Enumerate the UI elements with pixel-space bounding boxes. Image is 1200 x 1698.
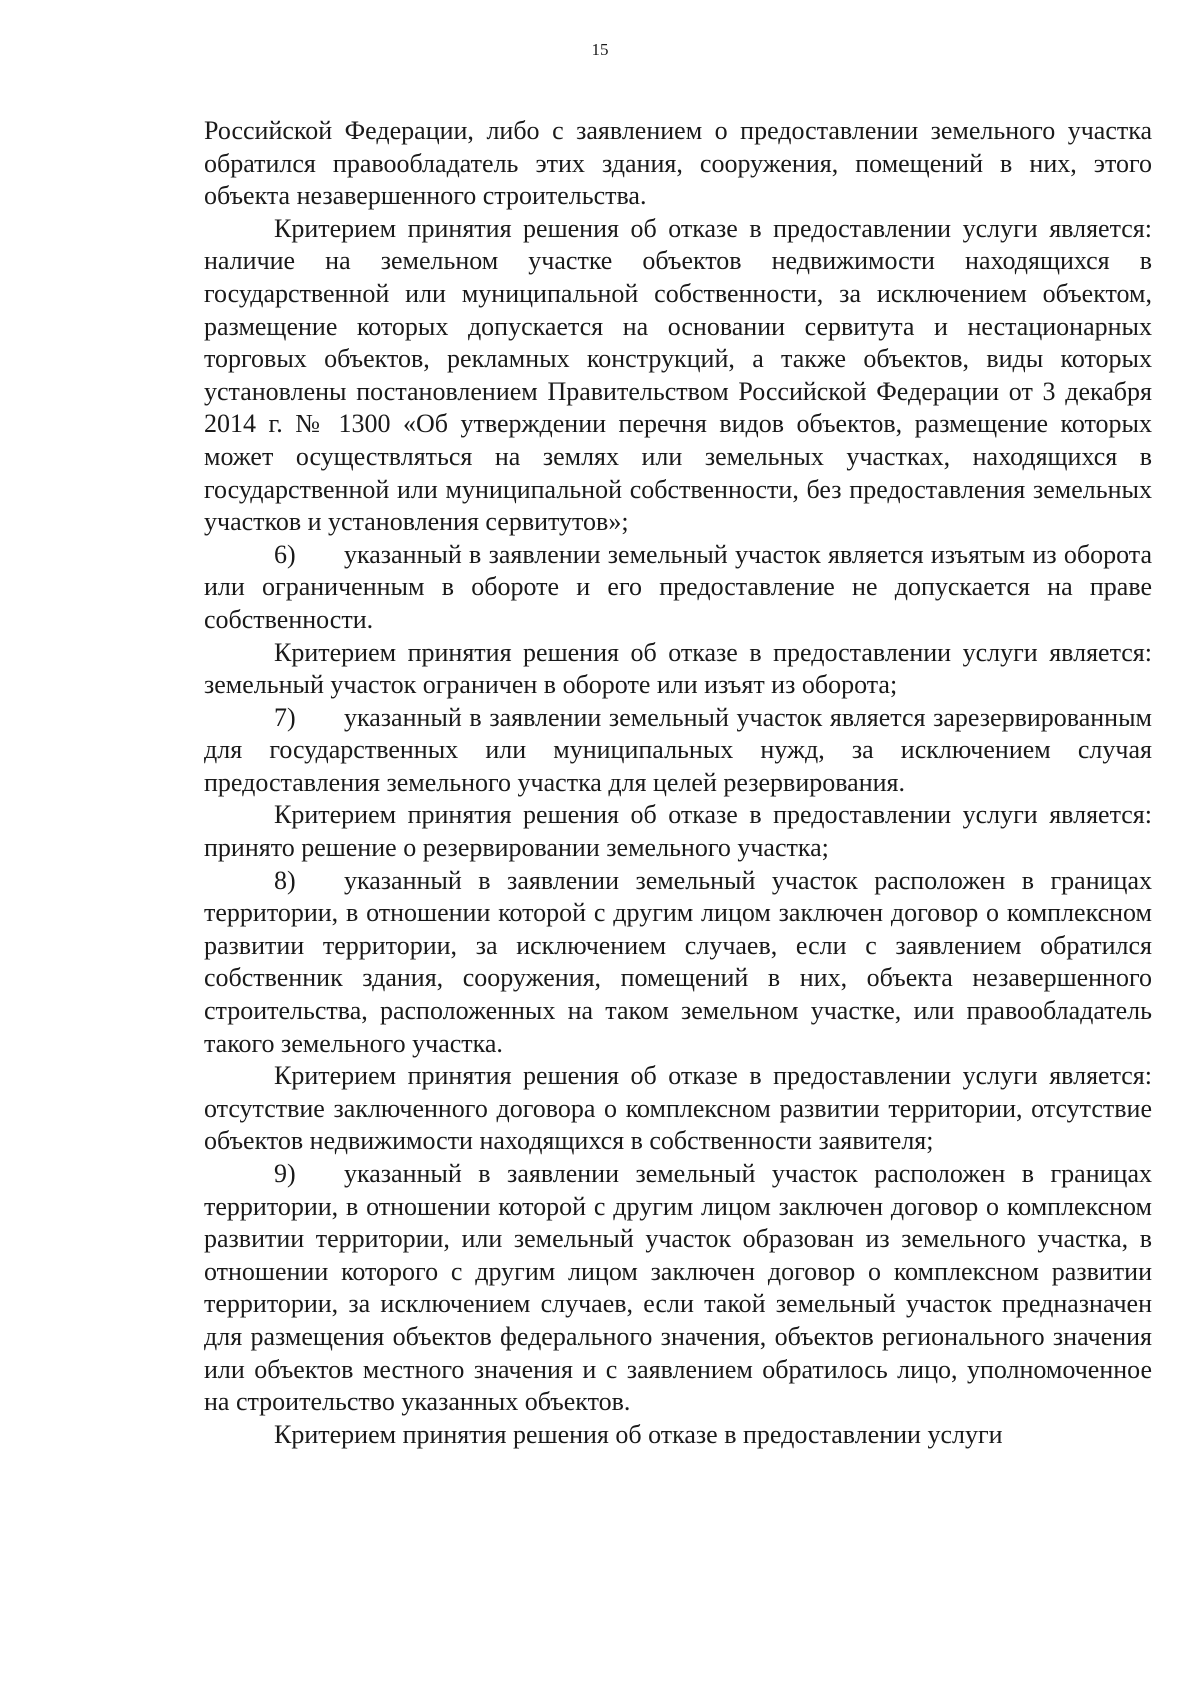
item-number: 8) <box>274 865 296 895</box>
paragraph-text: Критерием принятия решения об отказе в предоставлении услуги <box>274 1419 1003 1449</box>
paragraph-text: Критерием принятия решения об отказе в предоставлении услуги является: наличие на земельном участке объектов недвижимости находящихся в государственной или муниципальной собственности, за исключением объектом, размещение которых допускается на основании сервитута и нестационарных торговых объектов, рекламных конструкций, а также объектов, виды которых установлены постановлением Правительством Российской Федерации от 3 декабря 2014 г. № 1300 «Об утверждении перечня видов объектов, размещение которых может осуществляться на землях или земельных участках, находящихся в государственной или муниципальной собственности, без предоставления земельных участков и установления сервитутов»; <box>204 213 1152 537</box>
item-number: 9) <box>274 1159 296 1188</box>
paragraph-text: Критерием принятия решения об отказе в предоставлении услуги является: земельный участок ограничен в обороте или изъят из оборота; <box>204 637 1152 700</box>
paragraph-continuation <box>204 115 1152 213</box>
paragraph-criterion <box>204 1060 1152 1158</box>
paragraph-criterion <box>204 637 1152 702</box>
paragraph-criterion <box>204 1419 1152 1452</box>
page-number: 15 <box>591 40 609 59</box>
paragraph-criterion <box>204 799 1152 864</box>
paragraph-text: указанный в заявлении земельный участок расположен в границах территории, в отношении которой с другим лицом заключен договор о комплексном развитии территории, или земельный участок образован из земельного участка, в отношении которого с другим лицом заключен договор о комплексном развитии территории, за исключением случаев, если такой земельный участок предназначен для размещения объектов федерального значения, объектов регионального значения или объектов местного значения и с заявлением обратилось лицо, уполномоченное на строительство указанных объектов. <box>204 1159 1152 1417</box>
paragraph-item-8 <box>204 865 1152 1061</box>
paragraph-text: Критерием принятия решения об отказе в предоставлении услуги является: принято решение о резервировании земельного участка; <box>204 800 1152 863</box>
body-text <box>204 115 1152 1451</box>
paragraph-text: указанный в заявлении земельный участок расположен в границах территории, в отношении которой с другим лицом заключен договор о комплексном развитии территории, за исключением случаев, если с заявлением обратился собственник здания, сооружения, помещений в них, объекта незавершенного строительства, расположенных на таком земельном участке, или правообладатель такого земельного участка. <box>204 865 1152 1058</box>
paragraph-text: указанный в заявлении земельный участок является зарезервированным для государственных или муниципальных нужд, за исключением случая предоставления земельного участка для целей резервирования. <box>204 702 1152 797</box>
paragraph-criterion <box>204 213 1152 539</box>
item-number: 7) <box>274 702 296 732</box>
paragraph-item-9 <box>204 1158 1152 1419</box>
paragraph-item-6 <box>204 539 1152 637</box>
paragraph-item-7 <box>204 702 1152 800</box>
paragraph-text: Критерием принятия решения об отказе в предоставлении услуги является: отсутствие заключенного договора о комплексном развитии территории, отсутствие объектов недвижимости находящихся в собственности заявителя; <box>204 1061 1152 1156</box>
paragraph-text: указанный в заявлении земельный участок является изъятым из оборота или ограниченным в обороте и его предоставление не допускается на праве собственности. <box>204 539 1152 634</box>
paragraph-text: Российской Федерации, либо с заявлением о предоставлении земельного участка обратился правообладатель этих здания, сооружения, помещений в них, этого объекта незавершенного строительства. <box>204 116 1152 211</box>
item-number: 6) <box>274 539 296 569</box>
